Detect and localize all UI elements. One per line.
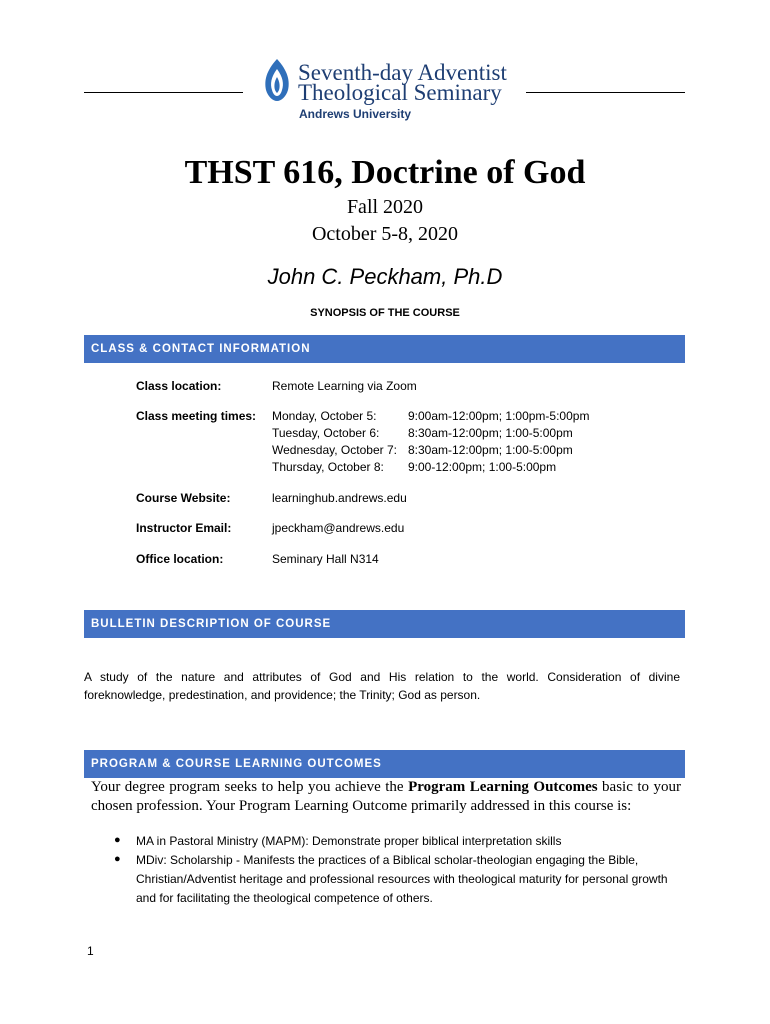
instructor-email-label: Instructor Email: <box>136 521 232 535</box>
office-location-label: Office location: <box>136 552 224 566</box>
meeting-day: Thursday, October 8: <box>272 460 384 474</box>
meeting-day: Wednesday, October 7: <box>272 443 397 457</box>
office-location-value: Seminary Hall N314 <box>272 552 379 566</box>
outcomes-intro-text: Your degree program seeks to help you achieve the <box>91 779 409 795</box>
meeting-time: 8:30am-12:00pm; 1:00-5:00pm <box>408 426 573 440</box>
outcome-item: MA in Pastoral Ministry (MAPM): Demonstrate proper biblical interpretation skills <box>136 834 562 848</box>
class-location-label: Class location: <box>136 379 222 393</box>
meeting-times-label: Class meeting times: <box>136 409 257 423</box>
class-location-value: Remote Learning via Zoom <box>272 379 417 393</box>
bullet-icon: ● <box>114 853 121 865</box>
meeting-day: Monday, October 5: <box>272 409 377 423</box>
course-title: THST 616, Doctrine of God <box>184 154 586 191</box>
bulletin-line: A study of the nature and attributes of God and His relation to the world. Consideration of divine <box>84 670 680 684</box>
logo-title-line1: Seventh-day Adventist <box>298 60 507 85</box>
course-website-label: Course Website: <box>136 491 231 505</box>
section-header-outcomes: PROGRAM & COURSE LEARNING OUTCOMES <box>84 750 685 778</box>
synopsis-heading: SYNOPSIS OF THE COURSE <box>310 307 460 319</box>
outcomes-intro <box>91 778 681 816</box>
bulletin-description <box>84 668 680 704</box>
page-number: 1 <box>87 944 94 958</box>
meeting-day: Tuesday, October 6: <box>272 426 380 440</box>
outcomes-intro-text: basic to your chosen profession. Your Program Learning Outcome primarily addressed in this course is: <box>91 779 682 814</box>
logo-subtitle: Andrews University <box>299 107 412 121</box>
course-website-link[interactable]: learninghub.andrews.edu <box>272 491 407 505</box>
course-term: Fall 2020 <box>346 196 424 218</box>
header-rule-right <box>526 92 685 93</box>
course-dates: October 5-8, 2020 <box>311 223 459 245</box>
instructor-name: John C. Peckham, Ph.D <box>267 264 503 289</box>
section-header-bulletin: BULLETIN DESCRIPTION OF COURSE <box>84 610 685 638</box>
bullet-icon: ● <box>114 834 121 846</box>
outcome-item: MDiv: Scholarship - Manifests the practices of a Biblical scholar-theologian engaging the Bible, Christian/Adventist heritage and professional resources with theological maturity for personal growth and for facilitating the theological competence of others. <box>136 853 668 905</box>
header-rule-left <box>84 92 243 93</box>
bulletin-line: foreknowledge, predestination, and providence; the Trinity; God as person. <box>84 688 481 702</box>
logo-title-line2: Theological Seminary <box>298 80 502 105</box>
seminary-flame-logo-icon <box>262 57 292 103</box>
meeting-time: 9:00am-12:00pm; 1:00pm-5:00pm <box>408 409 590 423</box>
instructor-email-link[interactable]: jpeckham@andrews.edu <box>272 521 405 535</box>
program-learning-outcomes-emphasis: Program Learning Outcomes <box>408 779 598 795</box>
section-header-class-contact: CLASS & CONTACT INFORMATION <box>84 335 685 363</box>
meeting-time: 9:00-12:00pm; 1:00-5:00pm <box>408 460 557 474</box>
meeting-time: 8:30am-12:00pm; 1:00-5:00pm <box>408 443 573 457</box>
